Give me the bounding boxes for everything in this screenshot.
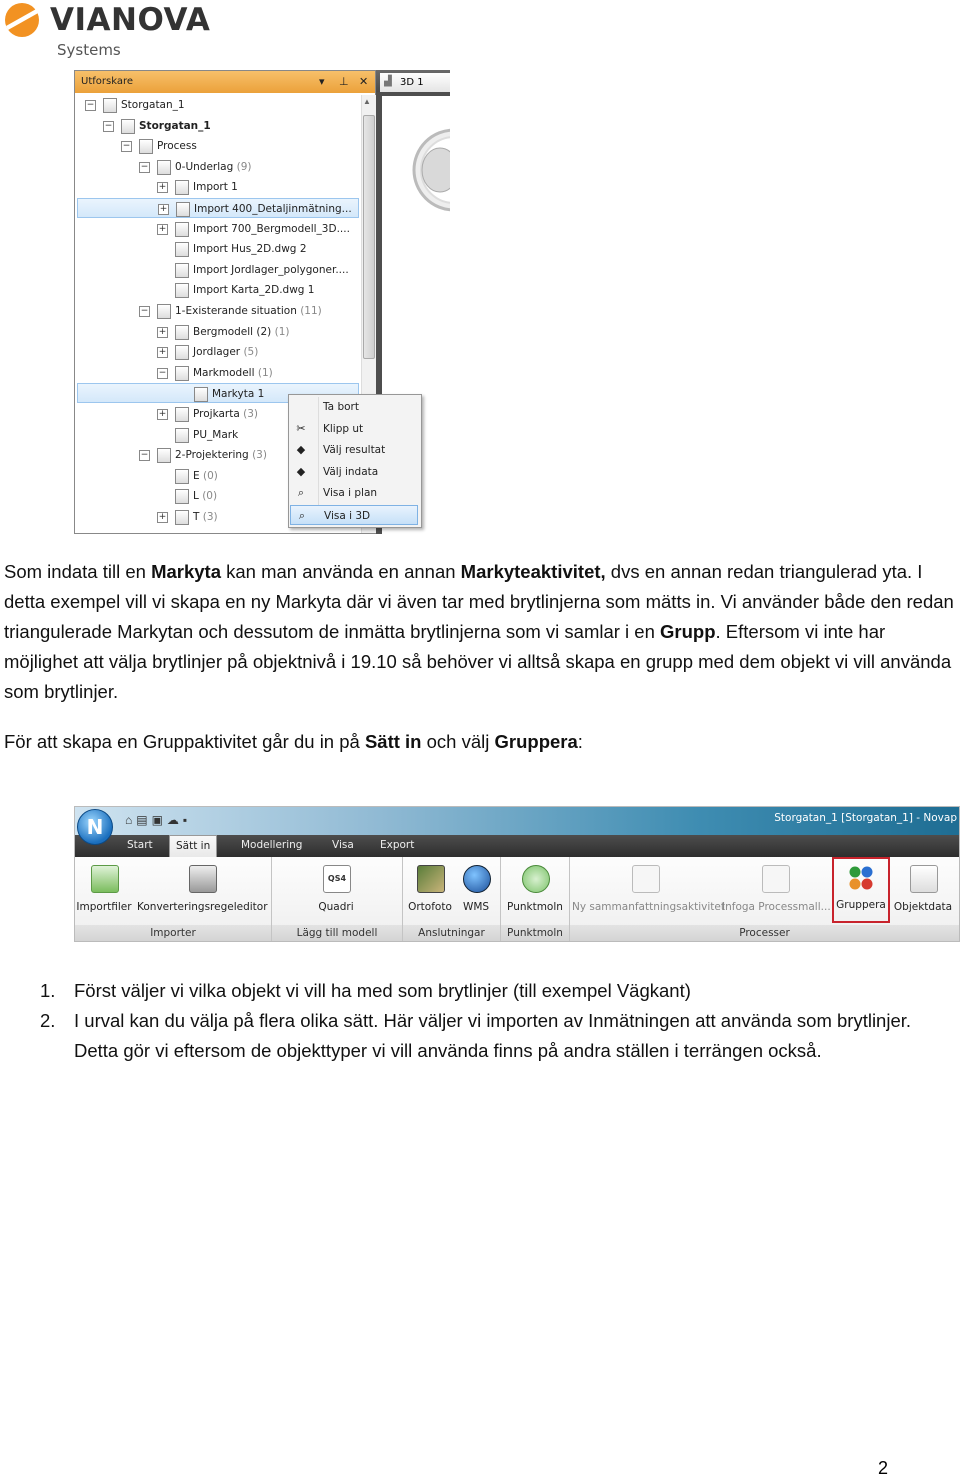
- context-menu-item[interactable]: [290, 419, 418, 439]
- tree-item[interactable]: [75, 301, 359, 321]
- infoga-processmall-label: Infoga Processmall...: [722, 901, 831, 913]
- group-label-lagg-till-modell: Lägg till modell: [272, 925, 402, 941]
- tree-item-label: Import 1: [193, 181, 238, 194]
- explorer-title: Utforskare: [81, 76, 133, 87]
- tree-node-icon: [175, 325, 189, 340]
- tab-export[interactable]: Export: [380, 839, 415, 851]
- collapse-icon[interactable]: −: [104, 120, 113, 131]
- context-menu: [288, 394, 422, 528]
- expand-icon[interactable]: +: [159, 204, 168, 214]
- window-title: Storgatan_1 [Storgatan_1] - Novap: [774, 812, 957, 824]
- collapse-icon[interactable]: −: [122, 141, 131, 152]
- context-menu-item[interactable]: [290, 505, 418, 525]
- expand-icon[interactable]: +: [158, 223, 167, 234]
- tree-item-label: 0-Underlag (9): [175, 160, 252, 173]
- group-label-anslutningar: Anslutningar: [403, 925, 500, 941]
- tree-item-count: (0): [202, 469, 218, 482]
- app-menu-button[interactable]: N: [77, 809, 113, 845]
- tree-item-label: Projkarta (3): [193, 408, 258, 420]
- p1-text-g: . Eftersom vi inte har möjlighet att välja brytlinjer på objektnivå i 19.10 så behöver vi alltså skapa en grupp med dem objekt vi vill använda som brytlinjer.: [4, 621, 952, 702]
- context-menu-item[interactable]: [290, 483, 418, 503]
- p1-text-e: dvs en annan redan triangulerad yta. I detta exempel vill vi skapa en ny Markyta där vi även tar med brytlinjerna som mätts in. Vi använder både den redan triangulerade Markytan och dessutom de inmätta brytlinjerna som vi samlar i en: [4, 561, 954, 642]
- p2-bold-satt-in: Sätt in: [364, 731, 422, 752]
- page-number: 2: [878, 1458, 889, 1478]
- p1-bold-markyteaktivitet: Markyteaktivitet,: [460, 561, 606, 582]
- group-icon: [848, 865, 874, 891]
- tree-item-count: (0): [202, 490, 218, 503]
- p1-text-a: Som indata till en: [4, 561, 152, 582]
- p1-bold-grupp: Grupp: [660, 621, 716, 642]
- tree-item-label: Markyta 1: [212, 388, 265, 401]
- tree-node-icon: [175, 510, 189, 525]
- p1-bold-markyta: Markyta: [151, 561, 221, 582]
- tab-start[interactable]: Start: [127, 839, 153, 851]
- tree-node-icon: [175, 366, 189, 381]
- punktmoln-label: Punktmoln: [507, 901, 563, 913]
- ortofoto-label: Ortofoto: [408, 901, 452, 913]
- tree-item[interactable]: [75, 239, 359, 259]
- close-icon[interactable]: ✕: [359, 75, 369, 88]
- collapse-icon[interactable]: −: [140, 306, 149, 316]
- tab-satt-in[interactable]: Sätt in: [169, 835, 217, 857]
- tree-item-label: Import Hus_2D.dwg 2: [193, 243, 307, 256]
- tree-node-icon: [175, 428, 189, 443]
- vianova-logo: [4, 2, 244, 60]
- group-processer: [570, 857, 959, 942]
- object-data-icon: [910, 865, 938, 893]
- tree-node-icon: [175, 489, 189, 504]
- tree-item-label: Import Karta_2D.dwg 1: [193, 284, 315, 297]
- ortofoto-button[interactable]: [405, 859, 455, 919]
- context-menu-item[interactable]: [290, 440, 418, 460]
- tree-node-icon: [175, 263, 189, 278]
- list-text: I urval kan du välja på flera olika sätt. Här väljer vi importen av Inmätningen att använda som brytlinjer. Detta gör vi eftersom de objekttyper vi vill använda finns på andra ställen i terrängen också.: [74, 1010, 912, 1061]
- list-number: 1.: [40, 980, 56, 1001]
- tree-item-label: PU_Mark: [193, 428, 239, 441]
- expand-icon[interactable]: +: [158, 409, 167, 419]
- tree-node-icon: [194, 387, 208, 402]
- context-menu-item[interactable]: [290, 397, 418, 417]
- quadri-icon: QS4: [323, 865, 351, 893]
- explorer-screenshot: [74, 70, 450, 534]
- p2-text-e: :: [577, 731, 583, 752]
- list-number: 2.: [40, 1010, 56, 1031]
- tab-visa[interactable]: Visa: [332, 839, 354, 851]
- ribbon-body: [75, 857, 960, 942]
- gruppera-button[interactable]: [832, 857, 890, 923]
- group-anslutningar: [403, 857, 501, 942]
- tree-item-label: Import 400_Detaljinmätning...: [194, 203, 352, 215]
- ortofoto-icon: [417, 865, 445, 893]
- tree-node-icon: [175, 242, 189, 257]
- context-menu-item[interactable]: [290, 462, 418, 482]
- tree-item-label: Bergmodell (2) (1): [193, 325, 290, 338]
- tree-node-icon: [175, 345, 189, 360]
- group-lagg-till-modell: [272, 857, 403, 942]
- navigation-cube-icon[interactable]: [382, 96, 450, 256]
- tree-item[interactable]: [75, 157, 359, 177]
- paragraph-gruppaktivitet: [4, 727, 954, 757]
- point-cloud-icon: [522, 865, 550, 893]
- context-menu-label: Visa i 3D: [324, 510, 371, 522]
- tree-node-icon: [157, 160, 171, 175]
- quadri-button[interactable]: [308, 859, 364, 919]
- group-punktmoln: [501, 857, 570, 942]
- tree-item[interactable]: [75, 342, 359, 362]
- group-label-importer: Importer: [75, 925, 271, 941]
- tree-item-label: Import 700_Bergmodell_3D....: [193, 222, 350, 235]
- tree-item-count: (9): [236, 160, 252, 173]
- tree-item[interactable]: [77, 198, 359, 218]
- tree-item-count: (3): [202, 511, 218, 523]
- importfiler-button[interactable]: [75, 859, 133, 919]
- tree-item-label: Storgatan_1: [121, 99, 185, 111]
- ribbon-title-bar: [75, 807, 960, 835]
- view-3d-icon: ⌕: [298, 509, 306, 522]
- tree-item[interactable]: [75, 95, 359, 115]
- tree-item-label: Process: [157, 140, 197, 153]
- tree-item-label: L (0): [193, 490, 218, 503]
- scrollbar-thumb[interactable]: [363, 115, 375, 359]
- tree-item[interactable]: [75, 322, 359, 342]
- tree-node-icon: [157, 304, 171, 319]
- tree-node-icon: [175, 222, 189, 237]
- expand-icon[interactable]: +: [158, 347, 167, 358]
- context-menu-label: Välj indata: [323, 465, 379, 478]
- tree-item[interactable]: [75, 219, 359, 239]
- logo-wordmark: VIANOVA: [50, 2, 211, 38]
- expand-icon[interactable]: +: [158, 512, 167, 522]
- objektdata-button[interactable]: [892, 859, 954, 919]
- wms-button[interactable]: [455, 859, 497, 919]
- tree-item[interactable]: [75, 280, 359, 300]
- dropdown-arrow-icon[interactable]: ▾: [319, 75, 325, 88]
- quick-access-icons[interactable]: ⌂▤▣☁▪: [125, 813, 192, 827]
- logo-subtitle: Systems: [57, 41, 121, 59]
- tree-item-label: 2-Projektering (3): [175, 449, 267, 462]
- ny-sammanfattningsaktivitet-button[interactable]: [572, 859, 725, 919]
- konverteringsregeleditor-button[interactable]: [137, 859, 267, 919]
- tree-item-count: (5): [243, 346, 259, 359]
- tree-item[interactable]: [75, 136, 359, 156]
- tree-item-label: Jordlager (5): [193, 346, 259, 359]
- tree-node-icon: [103, 98, 117, 113]
- collapse-icon[interactable]: −: [158, 367, 167, 378]
- gruppera-label: Gruppera: [836, 899, 886, 911]
- tree-item-count: (1): [274, 325, 290, 338]
- tab-3d[interactable]: [380, 73, 450, 92]
- tree-item[interactable]: [75, 116, 359, 136]
- ny-sammanfattning-label: Ny sammanfattningsaktivitet: [572, 901, 725, 913]
- p2-text-c: och välj: [421, 731, 495, 752]
- tree-node-icon: [175, 407, 189, 422]
- list-item: [40, 1006, 940, 1096]
- p1-text-c: kan man använda en annan: [221, 561, 461, 582]
- tree-node-icon: [121, 119, 135, 134]
- group-importer: [75, 857, 272, 942]
- select-input-icon: ◆: [296, 464, 306, 478]
- list-text: Först väljer vi vilka objekt vi vill ha med som brytlinjer (till exempel Vägkant): [74, 980, 691, 1001]
- expand-icon[interactable]: +: [158, 182, 167, 193]
- tree-item-label: Import Jordlager_polygoner....: [193, 263, 349, 276]
- conversion-rules-icon: [189, 865, 217, 893]
- collapse-icon[interactable]: −: [140, 450, 149, 461]
- logo-mark-icon: [4, 2, 44, 42]
- tree-item[interactable]: [75, 363, 359, 383]
- p2-text-a: För att skapa en Gruppaktivitet går du in på: [4, 731, 365, 752]
- view-plan-icon: ⌕: [297, 486, 305, 500]
- summary-activity-icon: [632, 865, 660, 893]
- tree-item-label: Storgatan_1: [139, 119, 211, 132]
- expand-icon[interactable]: +: [158, 326, 167, 337]
- tree-item-count: (3): [252, 449, 267, 462]
- tab-modellering[interactable]: Modellering: [241, 839, 303, 851]
- context-menu-label: Välj resultat: [323, 444, 386, 457]
- group-label-punktmoln: Punktmoln: [501, 925, 569, 941]
- context-menu-label: Ta bort: [323, 401, 359, 413]
- wms-label: WMS: [462, 901, 490, 913]
- tree-item-label: 1-Existerande situation (11): [175, 305, 322, 317]
- tree-node-icon: [175, 283, 189, 298]
- tree-node-icon: [175, 180, 189, 195]
- importfiler-label: Importfiler: [76, 901, 132, 913]
- tab-3d-label: 3D 1: [400, 77, 424, 88]
- group-label-processer: Processer: [570, 925, 959, 941]
- list-item: [40, 976, 940, 1006]
- ribbon-tabs: [75, 835, 960, 857]
- konverteringsregeleditor-label: Konverteringsregeleditor: [137, 901, 268, 913]
- process-template-icon: [762, 865, 790, 893]
- ribbon-screenshot: [74, 806, 960, 942]
- punktmoln-button[interactable]: [503, 859, 567, 919]
- tree-node-icon: [175, 469, 189, 484]
- context-menu-label: Visa i plan: [323, 487, 378, 500]
- tree-item-label: Markmodell (1): [193, 366, 273, 379]
- tree-node-icon: [157, 448, 171, 463]
- tree-item-label: E (0): [193, 469, 218, 482]
- p2-bold-gruppera: Gruppera: [494, 731, 578, 752]
- quadri-label: Quadri: [318, 901, 354, 913]
- explorer-header: [75, 71, 375, 93]
- pin-icon[interactable]: ⊥: [339, 75, 349, 88]
- context-menu-label: Klipp ut: [323, 422, 364, 435]
- collapse-icon[interactable]: −: [140, 161, 149, 172]
- tree-item[interactable]: [75, 177, 359, 197]
- scissors-icon: ✂: [296, 421, 306, 435]
- import-files-icon: [91, 865, 119, 893]
- paragraph-markyta: [4, 557, 954, 707]
- globe-icon: [463, 865, 491, 893]
- tree-item-count: (3): [243, 408, 258, 420]
- select-result-icon: ◆: [296, 443, 306, 457]
- tree-item-count: (11): [300, 305, 322, 317]
- tree-item-label: T (3): [193, 511, 218, 523]
- delete-icon: [294, 400, 308, 413]
- scroll-up-icon[interactable]: ▲: [363, 97, 371, 106]
- tree-node-icon: [139, 139, 153, 154]
- collapse-icon[interactable]: −: [86, 100, 95, 110]
- tree-item[interactable]: [75, 260, 359, 280]
- infoga-processmall-button[interactable]: [722, 859, 831, 919]
- tree-item-count: (1): [257, 366, 273, 379]
- tree-node-icon: [176, 202, 190, 217]
- view-3d-icon: ▟: [384, 76, 392, 87]
- objektdata-label: Objektdata: [893, 901, 953, 913]
